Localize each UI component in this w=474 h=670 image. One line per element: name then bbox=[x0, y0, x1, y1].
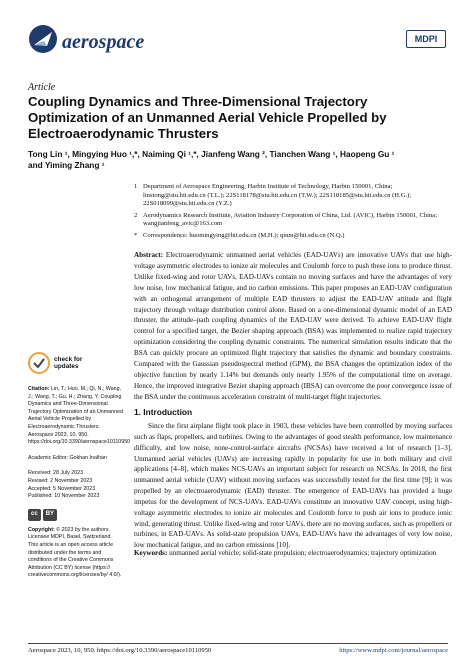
cc-icon: cc bbox=[28, 509, 41, 521]
correspondence-marker: * bbox=[134, 231, 138, 239]
journal-name[interactable]: aerospace bbox=[62, 31, 145, 53]
check-updates-line: updates bbox=[54, 363, 79, 370]
keywords-text: unmanned aerial vehicle; solid-state propulsion; electroaerodynamics; trajectory optimization bbox=[169, 549, 437, 557]
article-sidebar bbox=[28, 352, 131, 580]
check-updates-icon bbox=[28, 352, 50, 374]
check-for-updates-button[interactable] bbox=[28, 352, 123, 374]
abstract bbox=[134, 250, 452, 403]
footer-citation[interactable]: Aerospace 2023, 10, 950. https://doi.org/10.3390/aerospace10110950 bbox=[28, 647, 212, 654]
citation-block bbox=[28, 386, 131, 447]
check-updates-line: check for bbox=[54, 355, 83, 363]
article-dates bbox=[28, 455, 123, 501]
abstract-text: Electroaerodynamic unmanned aerial vehicles (EAD-UAVs) are innovative UAVs that use high-voltage asymmetric electrodes to ionize air molecules and Coulomb force to push these ions to produce thrust. Unlike fixed-wing and rotor UAVs, EAD-UAVs contain no moving surfaces and have the advantages of very low noise, low mechanical fatigue, and no carbon emissions. This paper proposes an EAD-UAV configuration with an orthogonal arrangement of multiple EAD thrusters to adjust the EAD-UAV attitude and flight trajectory through voltage distribution control alone. Based on a one-dimensional dynamic model of an EAD thruster, the attitude–path coupling dynamics of the EAD-UAV were derived. To achieve EAD-UAV flight control for a specified target, the Bezier shaping approach (BSA) was implemented to realize rapid trajectory optimization considering the coupling dynamic constraints. The numerical simulation results indicate that the BSA can quickly procure an optimized flight trajectory that satisfies the dynamic and boundary constraints. Compared with the Gaussian pseudospectral method (GPM), the BSA changes the optimization index of the objective function by nearly 1.14% but demands only nearly 1.95% of the computational time on average. Hence, the improved integrative Bezier shaping approach (IBSA) can overcome the poor convergence issue of the BSA under the continuous acceleration constraint of multi-target flight trajectories. bbox=[134, 251, 452, 401]
academic-editor: Academic Editor: Gokhan Inalhan bbox=[28, 454, 107, 461]
abstract-label: Abstract: bbox=[134, 251, 163, 259]
received-date: Received: 28 July 2023 bbox=[28, 470, 84, 477]
affiliation-marker: 2 bbox=[134, 211, 138, 219]
affiliation-marker: 1 bbox=[134, 183, 138, 190]
author-list bbox=[28, 149, 458, 171]
keywords-label: Keywords: bbox=[134, 549, 168, 557]
journal-header bbox=[28, 24, 446, 70]
page-footer bbox=[28, 647, 448, 654]
cc-license-badge[interactable] bbox=[28, 509, 123, 521]
article-type: Article bbox=[28, 82, 56, 93]
published-date: Published: 10 November 2023 bbox=[28, 493, 100, 500]
author-line[interactable]: and Yiming Zhang ¹ bbox=[28, 160, 105, 170]
footer-divider bbox=[28, 643, 448, 644]
citation-text[interactable]: Lin, T.; Huo, M.; Qi, N.; Wang, J.; Wang, T.; Gu, H.; Zhang, Y. Coupling Dynamics and Three-Dimensional Trajectory Optimization of an Unmanned Aerial Vehicle Propelled by Electroaerodynamic Thrusters. Aerospace 2023, 10, 950. https://doi.org/10.3390/aerospace10110950 bbox=[28, 386, 131, 446]
accepted-date: Accepted: 5 November 2023 bbox=[28, 485, 96, 492]
affiliation-text: Department of Aerospace Engineering, Harbin Institute of Technology, Harbin 150001, China; linstong@stu.hit.edu.cn (T.L.); 22S118178@stu.hit.edu.cn (T.W.); 22S118185@stu.hit.edu.cn (H.G.); 22S018099@stu.hit.edu.cn (Y.Z.) bbox=[143, 183, 412, 208]
aerospace-logo-icon bbox=[28, 24, 58, 54]
introduction-text: Since the first airplane flight took place in 1903, these vehicles have been controlled by moving surfaces such as flaps, propellers, and turbines. Owing to the advantages of good stealth performance, low maintenance difficulty, and low noise, none-control-surface aircrafts (NCSAs) have received a lot of research [1–3]. Unmanned aerial vehicles (UAVs) are increasing rapidly in popularity for use in both military and civil applications [4–8], which makes NCS-UAVs an important subject for research on NCSAs. In 2018, the first unmanned aerial vehicle (UAV) without moving surfaces was successfully tested for the first time [9]; it was propelled by an electroaerodynamic (EAD) thruster. The emergence of EAD-UAVs has provided a huge impetus for the development of NCS-UAVs. EAD-UAVs constitute an innovative UAV concept, using high-voltage asymmetric electrodes to ionize air molecules and Coulomb force to push air ions to produce ionic wind, generating thrust. Unlike fixed-wing and rotor UAVs, there are no moving surfaces, such as propellers or turbines, in EAD-UAVs. As solid-state propulsion UAVs, EAD-UAVs have the advantages of very low noise, low mechanical fatigue, and no carbon emissions [10]. bbox=[134, 422, 452, 550]
citation-label: Citation: bbox=[28, 386, 50, 392]
copyright-text: © 2023 by the authors. Licensee MDPI, Basel, Switzerland. This article is an open access article distributed under the terms and conditions of the Creative Commons Attribution (CC BY) license (https:// creativecommons.org/licenses/by/ 4.0/). bbox=[28, 526, 122, 579]
affiliations bbox=[134, 183, 452, 244]
affiliation-item bbox=[134, 212, 452, 229]
author-line[interactable]: Tong Lin ¹, Mingying Huo ¹,*, Naiming Qi ¹,*, Jianfeng Wang ², Tianchen Wang ¹, Haopeng Gu ¹ bbox=[28, 149, 395, 159]
affiliation-item bbox=[134, 183, 452, 209]
affiliation-text: Aerodynamics Research Institute, Aviation Industry Corporation of China, Ltd. (AVIC), Harbin 150001, China; wangjianfeng_avic@163.com bbox=[143, 211, 438, 228]
correspondence bbox=[134, 232, 452, 241]
revised-date: Revised: 2 November 2023 bbox=[28, 477, 93, 484]
publisher-logo[interactable]: MDPI bbox=[406, 30, 446, 48]
journal-link[interactable]: https://www.mdpi.com/journal/aerospace bbox=[339, 647, 448, 654]
copyright-label: Copyright: bbox=[28, 526, 55, 533]
copyright-block bbox=[28, 527, 123, 580]
correspondence-text[interactable]: Correspondence: huomingying@hit.edu.cn (M.H.); qinm@hit.edu.cn (N.Q.) bbox=[143, 231, 345, 239]
cc-by-icon: BY bbox=[43, 509, 57, 521]
article-title: Coupling Dynamics and Three-Dimensional Trajectory Optimization of an Unmanned Aerial Vehicle Propelled by Electroaerodynamic Thrusters bbox=[28, 94, 387, 141]
section-heading: 1. Introduction bbox=[134, 407, 193, 417]
